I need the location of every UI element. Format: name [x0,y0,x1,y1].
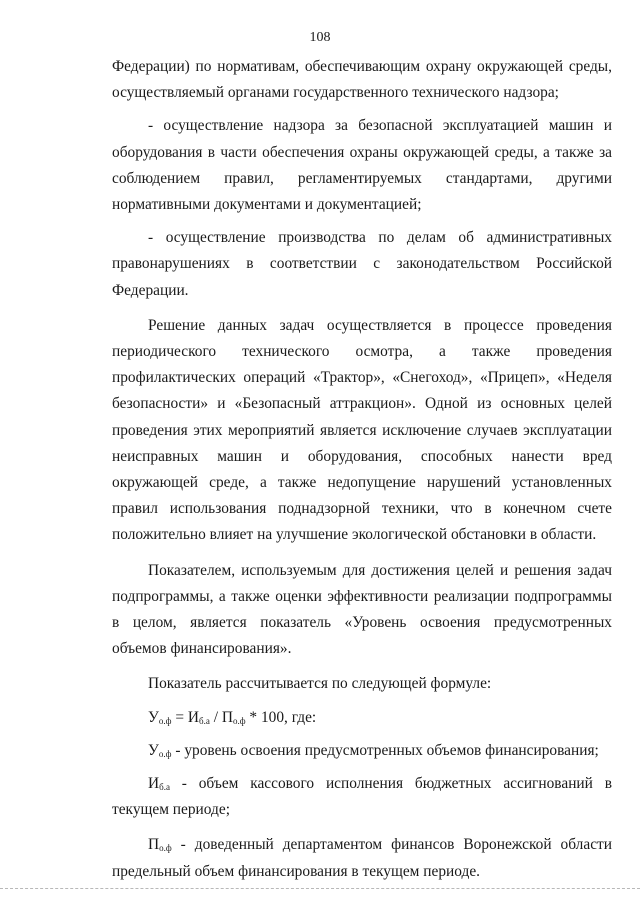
paragraph-3: - осуществление производства по делам об административных правонарушениях в соответствии с законодательством Российской Федерации. [112,229,612,299]
definition-text: - объем кассового исполнения бюджетных ассигнований в текущем периоде; [112,775,612,819]
definition-symbol: И [148,775,160,793]
definition-symbol: П [148,836,160,854]
definition-text: - доведенный департаментом финансов Воронежской области предельный объем финансирования в текущем периоде. [112,836,612,880]
definition-1 [112,738,612,764]
paragraph-6: Показатель рассчитывается по следующей формуле: [148,675,492,693]
definition-text: - уровень освоения предусмотренных объемов финансирования; [171,741,599,759]
formula-tail: * 100, где: [245,708,317,726]
definition-subscript: б.а [159,782,170,793]
formula-div: / [209,708,222,726]
page-bottom-rule [0,888,640,889]
paragraph-5: Показателем, используемым для достижения целей и решения задач подпрограммы, а также оценки эффективности реализации подпрограммы в целом, является показатель «Уровень освоения предусмотренных объемов финансирования». [112,561,612,658]
formula-num-sub: б.а [199,715,210,726]
formula-eq: = [171,708,188,726]
document-body [112,54,612,885]
paragraph-4: Решение данных задач осуществляется в процессе проведения периодического технического осмотра, а также проведения профилактических операций «Трактор», «Снегоход», «Прицеп», «Неделя безопасности» и «Безопасный аттракцион». Одной из основных целей проведения этих мероприятий является исключение случаев эксплуатации неисправных машин и оборудования, способных нанести вред окружающей среде, а также недопущение нарушений установленных правил использования поднадзорной техники, что в конечном счете положительно влияет на улучшение экологической обстановки в области. [112,316,612,544]
definition-3 [112,832,612,884]
formula [112,705,612,731]
definition-symbol: У [148,741,159,759]
definition-2 [112,771,612,823]
page-number: 108 [309,30,331,45]
formula-lhs: У [148,708,159,726]
paragraph-1: Федерации) по нормативам, обеспечивающим охрану окружающей среды, осуществляемый органами государственного технического надзора; [112,58,612,102]
definition-subscript: о.ф [158,748,172,759]
formula-num: И [187,708,200,726]
definition-subscript: о.ф [159,843,172,854]
formula-den-sub: о.ф [232,715,246,726]
formula-den: П [221,708,233,726]
formula-lhs-sub: о.ф [158,715,172,726]
paragraph-2: - осуществление надзора за безопасной эксплуатацией машин и оборудования в части обеспечения охраны окружающей среды, а также за соблюдением правил, регламентируемых стандартами, другими нормативными документами и документацией; [112,117,612,214]
